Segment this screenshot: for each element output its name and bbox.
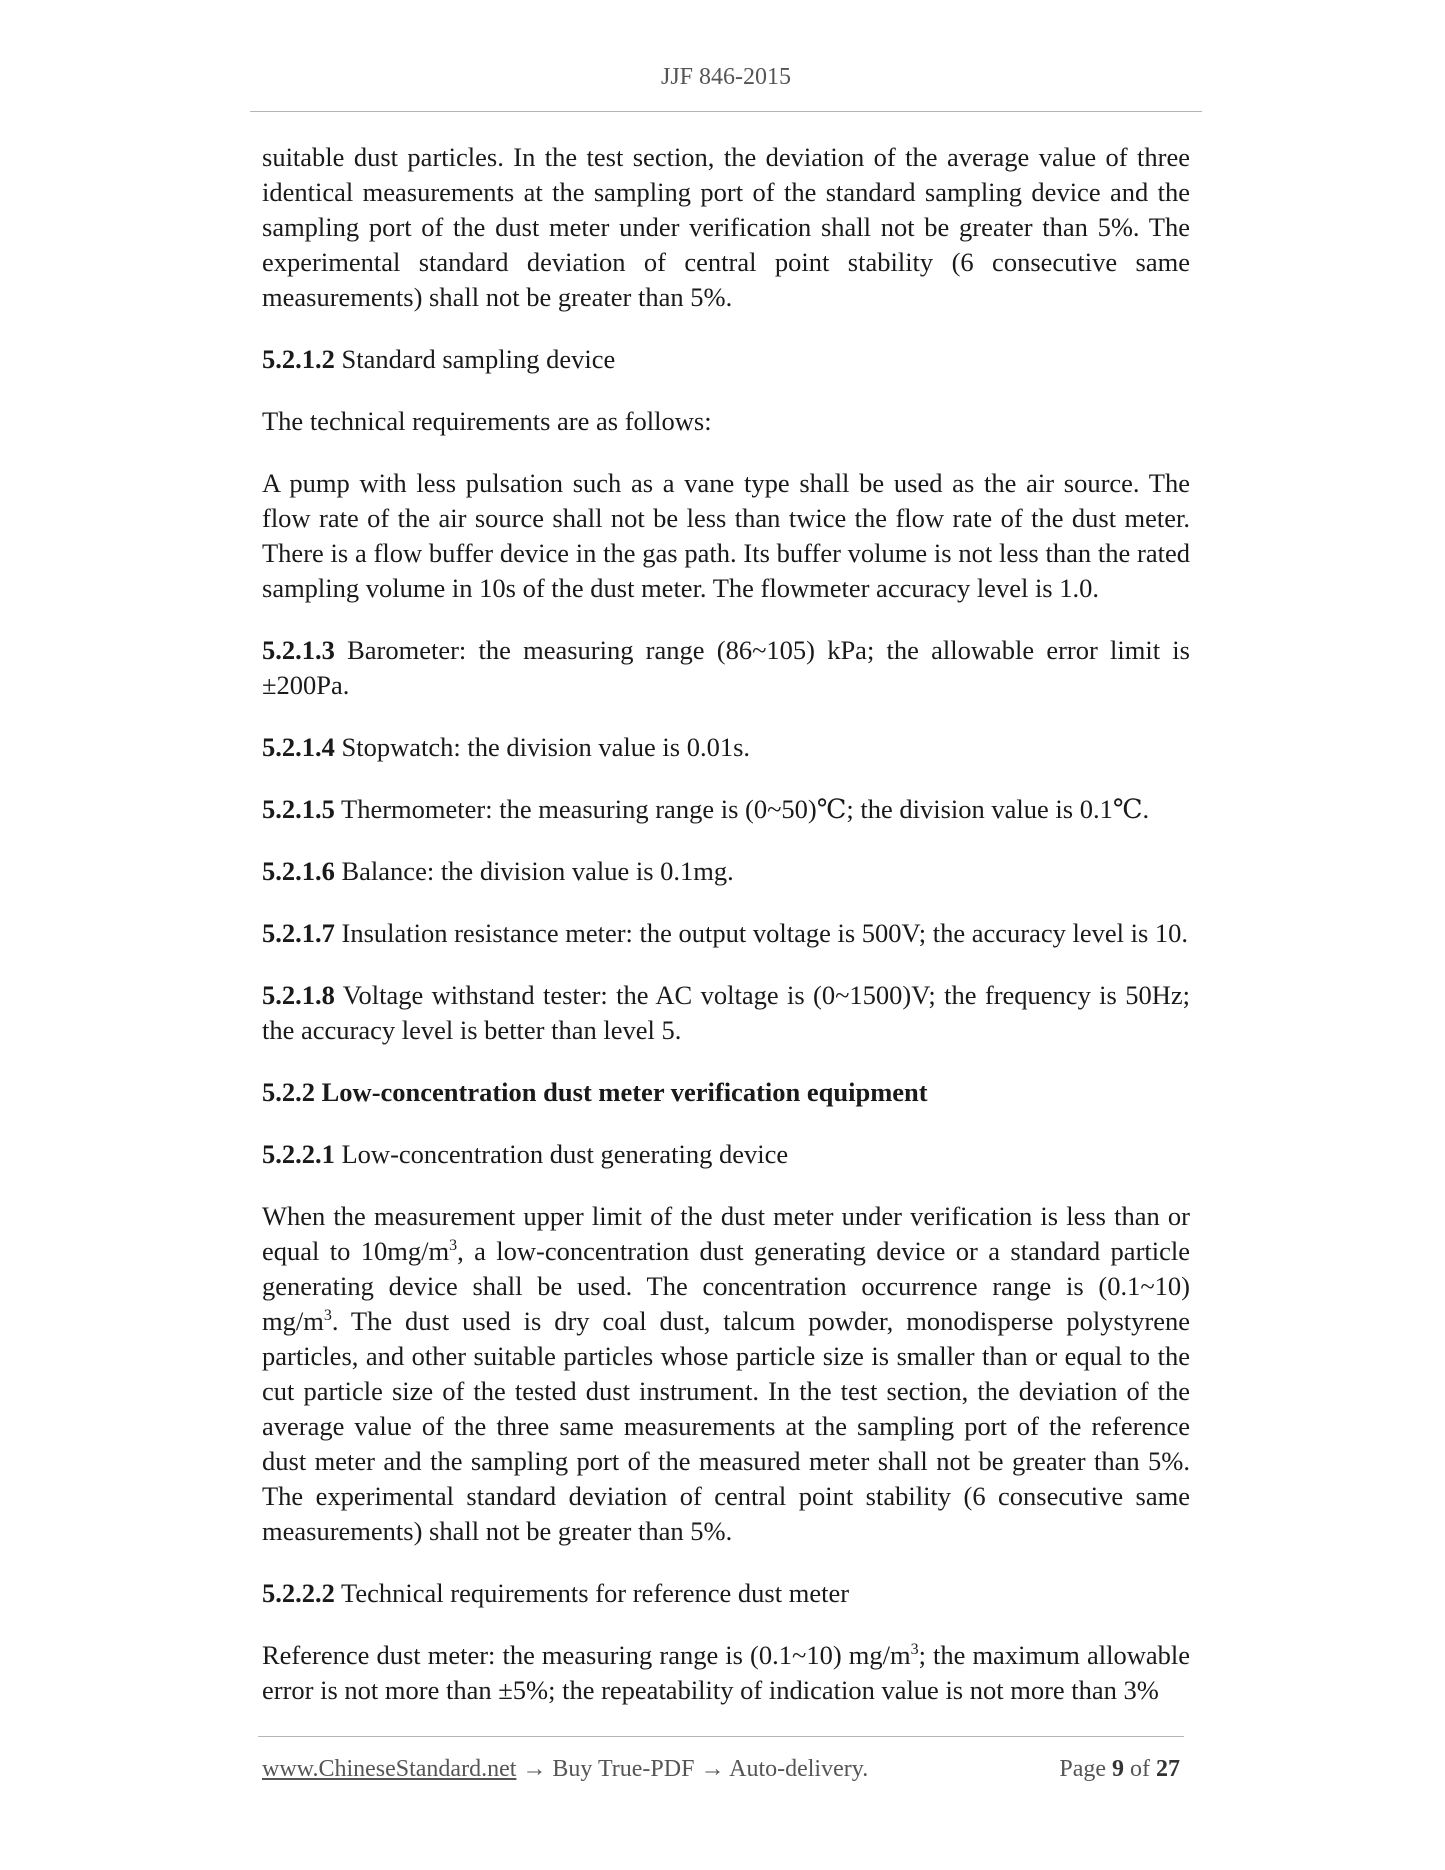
paragraph-requirements-intro: The technical requirements are as follows: — [262, 406, 712, 436]
document-id-header: JJF 846-2015 — [660, 64, 792, 90]
clause-number: 5.2.1.5 — [262, 794, 335, 824]
paragraph-continuation: suitable dust particles. In the test section, the deviation of the average value of three identical measurements at the sampling port of the standard sampling device and the sampling port of the dust meter under verification shall not be greater than 5%. The experimental standard deviation of central point stability (6 consecutive same measurements) shall not be greater than 5%. — [262, 142, 1190, 312]
paragraph-low-concentration — [262, 1199, 1190, 1549]
page-label: Page — [1059, 1756, 1112, 1782]
clause-text: Balance: the division value is 0.1mg. — [334, 856, 734, 886]
page-indicator — [1059, 1756, 1180, 1783]
clause-text: Thermometer: the measuring range is (0~50)℃; the division value is 0.1℃. — [334, 794, 1150, 824]
site-link[interactable]: www.ChineseStandard.net — [262, 1756, 517, 1782]
section-heading-text: 5.2.2 Low-concentration dust meter verification equipment — [262, 1077, 928, 1107]
page-number: 9 — [1112, 1756, 1124, 1782]
of-label: of — [1124, 1756, 1156, 1782]
footer-divider — [258, 1736, 1184, 1737]
text-run: When the measurement upper limit of the dust meter under verification is less than or equal to 10mg/m — [262, 1201, 1190, 1266]
text-run: , a low-concentration dust generating device or a standard particle generating device shall be used. The concentration occurrence range is (0.1~10) mg/m — [262, 1236, 1191, 1336]
text-run: Reference dust meter: the measuring range is (0.1~10) mg/m — [262, 1640, 911, 1670]
clause-number: 5.2.1.2 — [262, 344, 335, 374]
footer-promo — [262, 1756, 868, 1783]
clause-text: Barometer: the measuring range (86~105) kPa; the allowable error limit is ±200Pa. — [262, 635, 1190, 700]
document-body — [262, 140, 1190, 1735]
clause-number: 5.2.2.1 — [262, 1139, 335, 1169]
clause-number: 5.2.1.3 — [262, 635, 335, 665]
clause-text: Insulation resistance meter: the output voltage is 500V; the accuracy level is 10. — [334, 918, 1189, 948]
paragraph-pump: A pump with less pulsation such as a vane type shall be used as the air source. The flow rate of the air source shall not be less than twice the flow rate of the dust meter. There is a flow buffer device in the gas path. Its buffer volume is not less than the rated sampling volume in 10s of the dust meter. The flowmeter accuracy level is 1.0. — [262, 468, 1190, 603]
clause-number: 5.2.1.4 — [262, 732, 335, 762]
clause-text: Stopwatch: the division value is 0.01s. — [334, 732, 751, 762]
clause-number: 5.2.1.8 — [262, 980, 335, 1010]
clause-5-2-2-2 — [262, 1576, 1190, 1611]
clause-5-2-2-1 — [262, 1137, 1190, 1172]
clause-text: Standard sampling device — [334, 344, 616, 374]
header-divider — [250, 111, 1202, 112]
clause-5-2-1-7 — [262, 916, 1190, 951]
text-run: ; the maximum allowable error is not more than ±5%; the repeatability of indication value is not more than 3% — [262, 1640, 1190, 1705]
paragraph-reference-meter — [262, 1638, 1190, 1708]
clause-5-2-1-4 — [262, 730, 1190, 765]
clause-5-2-1-5 — [262, 792, 1190, 827]
page-total: 27 — [1156, 1756, 1180, 1782]
clause-text: Low-concentration dust generating device — [334, 1139, 789, 1169]
clause-number: 5.2.2.2 — [262, 1578, 335, 1608]
superscript: 3 — [323, 1307, 332, 1325]
clause-text: Voltage withstand tester: the AC voltage is (0~1500)V; the frequency is 50Hz; the accuracy level is better than level 5. — [262, 980, 1190, 1045]
clause-5-2-1-8 — [262, 978, 1190, 1048]
clause-number: 5.2.1.6 — [262, 856, 335, 886]
footer-tagline: → Buy True-PDF → Auto-delivery. — [516, 1756, 869, 1782]
text-run: . The dust used is dry coal dust, talcum powder, monodisperse polystyrene particles, and other suitable particles whose particle size is smaller than or equal to the cut particle size of the tested dust instrument. In the test section, the deviation of the average value of the three same measurements at the sampling port of the reference dust meter and the sampling port of the measured meter shall not be greater than 5%. The experimental standard deviation of central point stability (6 consecutive same measurements) shall not be greater than 5%. — [262, 1306, 1190, 1546]
clause-number: 5.2.1.7 — [262, 918, 335, 948]
clause-text: Technical requirements for reference dust meter — [334, 1578, 850, 1608]
clause-5-2-1-6 — [262, 854, 1190, 889]
clause-5-2-1-3 — [262, 633, 1190, 703]
superscript: 3 — [449, 1237, 458, 1255]
clause-5-2-1-2 — [262, 342, 1190, 377]
superscript: 3 — [910, 1641, 919, 1659]
section-heading-5-2-2 — [262, 1075, 1190, 1110]
